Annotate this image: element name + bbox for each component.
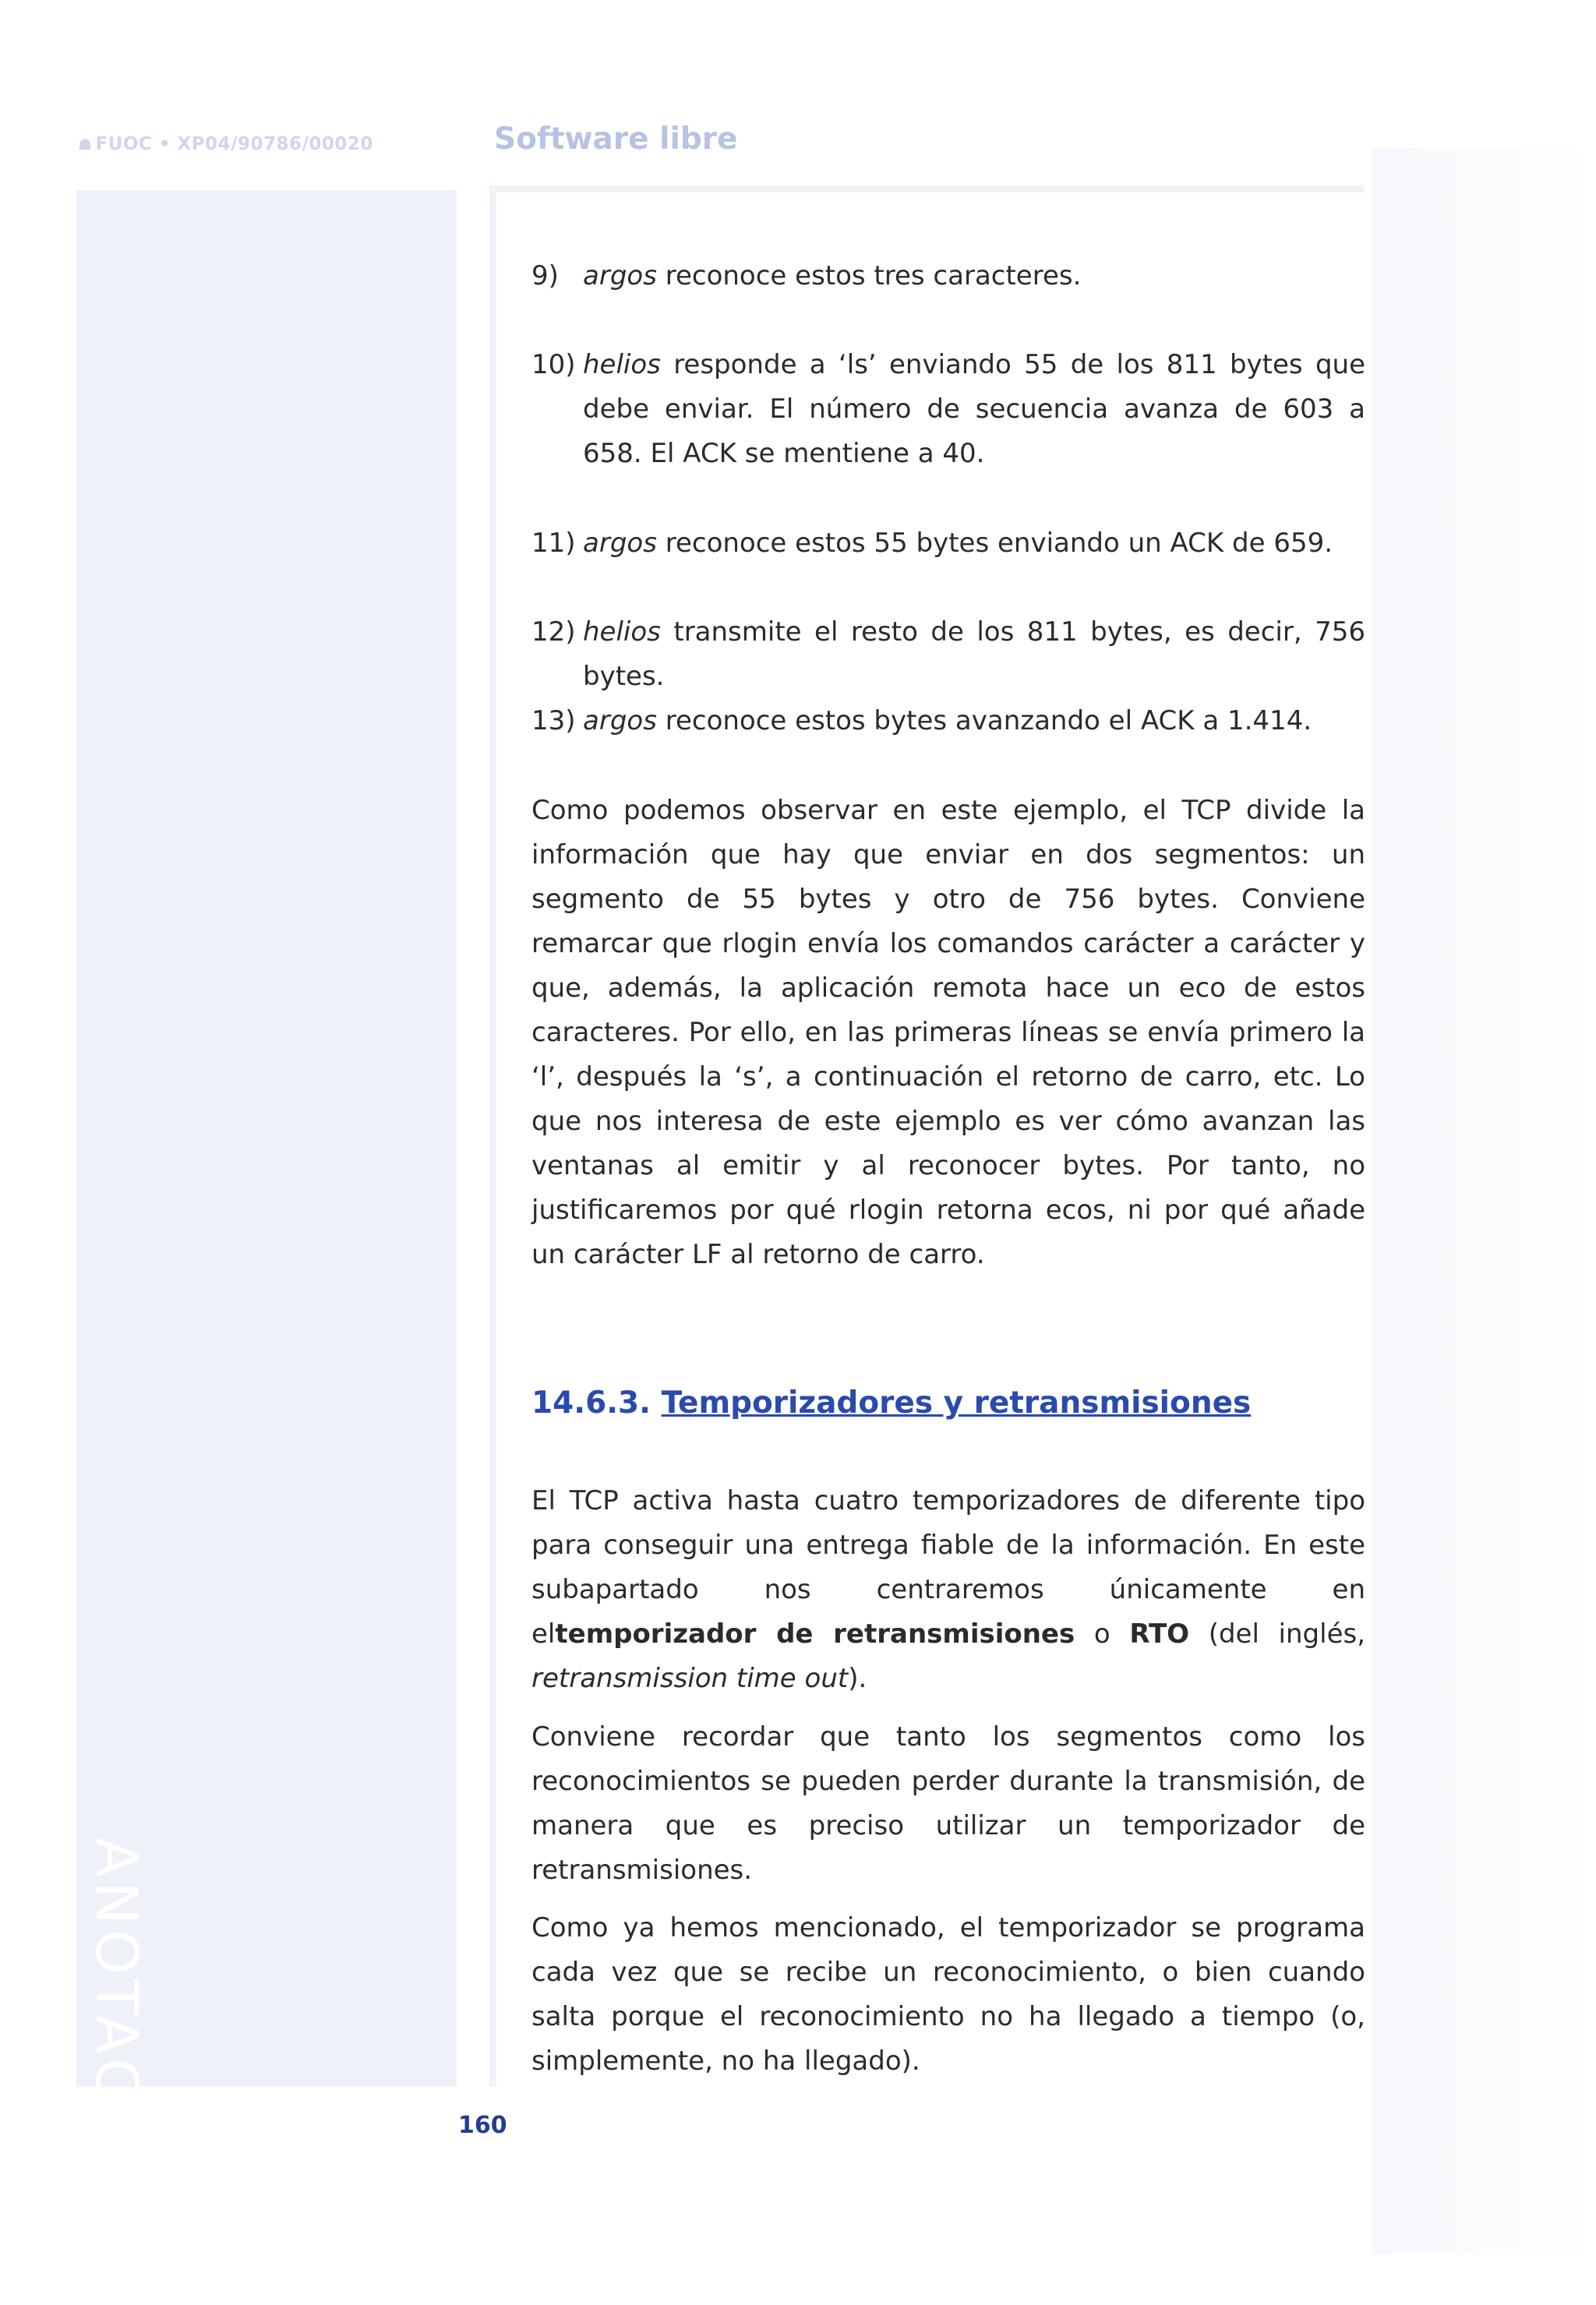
host-name: helios bbox=[583, 349, 661, 380]
paragraph-loss: Conviene recordar que tanto los segmentos como los reconocimientos se pueden perder durante la transmisión, de manera que es preciso utilizar un temporizador de retransmisiones. bbox=[531, 1721, 1365, 1886]
paragraph-example-summary: Como podemos observar en este ejemplo, el TCP divide la información que hay que enviar en dos segmentos: un segmento de 55 bytes y otro de 756 bytes. Conviene remarcar que rlogin envía los comandos carácter a carácter y que, además, la aplicación remota hace un eco de estos caracteres. Por ello, en las primeras líneas se envía primero la ‘l’, después la ‘s’, a continuación el retorno de carro, etc. Lo que nos interesa de este ejemplo es ver cómo avanzan las ventanas al emitir y al reconocer bytes. Por tanto, no justificaremos por qué rlogin retorna ecos, ni por qué añade un carácter LF al retorno de carro. bbox=[531, 795, 1365, 1270]
paragraph-text: o bbox=[1075, 1618, 1130, 1650]
list-item bbox=[531, 254, 1365, 298]
annotations-sidebar bbox=[76, 190, 457, 2305]
list-number: 11) bbox=[531, 528, 576, 559]
term-retransmission-timer: temporizador de retransmisiones bbox=[555, 1618, 1075, 1650]
right-margin-shade bbox=[1372, 148, 1596, 2254]
list-item bbox=[531, 343, 1365, 476]
section-heading bbox=[531, 1385, 1251, 1421]
list-item bbox=[531, 699, 1365, 743]
list-text: reconoce estos 55 bytes enviando un ACK de 659. bbox=[665, 528, 1333, 559]
paragraph-text: (del inglés, bbox=[1189, 1618, 1366, 1650]
list-text: transmite el resto de los 811 bytes, es decir, 756 bytes. bbox=[583, 616, 1365, 692]
section-number: 14.6.3. bbox=[531, 1385, 651, 1421]
list-item bbox=[531, 610, 1365, 699]
header-code-text: FUOC • XP04/90786/00020 bbox=[95, 134, 373, 154]
list-number: 10) bbox=[531, 349, 576, 380]
host-name: argos bbox=[583, 705, 657, 736]
paragraph-text: ). bbox=[848, 1663, 867, 1694]
list-number: 12) bbox=[531, 616, 576, 648]
section-title: Temporizadores y retransmisiones bbox=[661, 1385, 1252, 1421]
host-name: helios bbox=[583, 616, 661, 648]
fuoc-logo-icon: ☗ bbox=[78, 135, 93, 154]
list-number: 9) bbox=[531, 260, 559, 291]
page-number: 160 bbox=[458, 2112, 507, 2139]
term-rto: RTO bbox=[1129, 1618, 1190, 1650]
host-name: argos bbox=[583, 260, 657, 291]
list-text: reconoce estos tres caracteres. bbox=[665, 260, 1082, 291]
header-code bbox=[78, 134, 373, 154]
list-number: 13) bbox=[531, 705, 576, 736]
term-english: retransmission time out bbox=[531, 1663, 849, 1694]
list-text: responde a ‘ls’ enviando 55 de los 811 bytes que debe enviar. El número de secuencia avanza de 603 a 658. El ACK se mentiene a 40. bbox=[583, 349, 1365, 469]
host-name: argos bbox=[583, 528, 657, 559]
paragraph-programming: Como ya hemos mencionado, el temporizador se programa cada vez que se recibe un reconocimiento, o bien cuando salta porque el reconocimiento no ha llegado a tiempo (o, simplemente, no ha llegado). bbox=[531, 1912, 1365, 2077]
header-title: Software libre bbox=[494, 122, 738, 157]
list-text: reconoce estos bytes avanzando el ACK a 1.414. bbox=[665, 705, 1312, 736]
paragraph-text: El TCP activa hasta cuatro temporizadores de diferente tipo para conseguir una entrega fiable de la información. En este subapartado nos centraremos únicamente en el bbox=[531, 1485, 1365, 1650]
paragraph-timers bbox=[531, 1479, 1365, 1701]
annotations-label: ANOTACIONES bbox=[83, 1837, 150, 2305]
list-item bbox=[531, 521, 1365, 566]
